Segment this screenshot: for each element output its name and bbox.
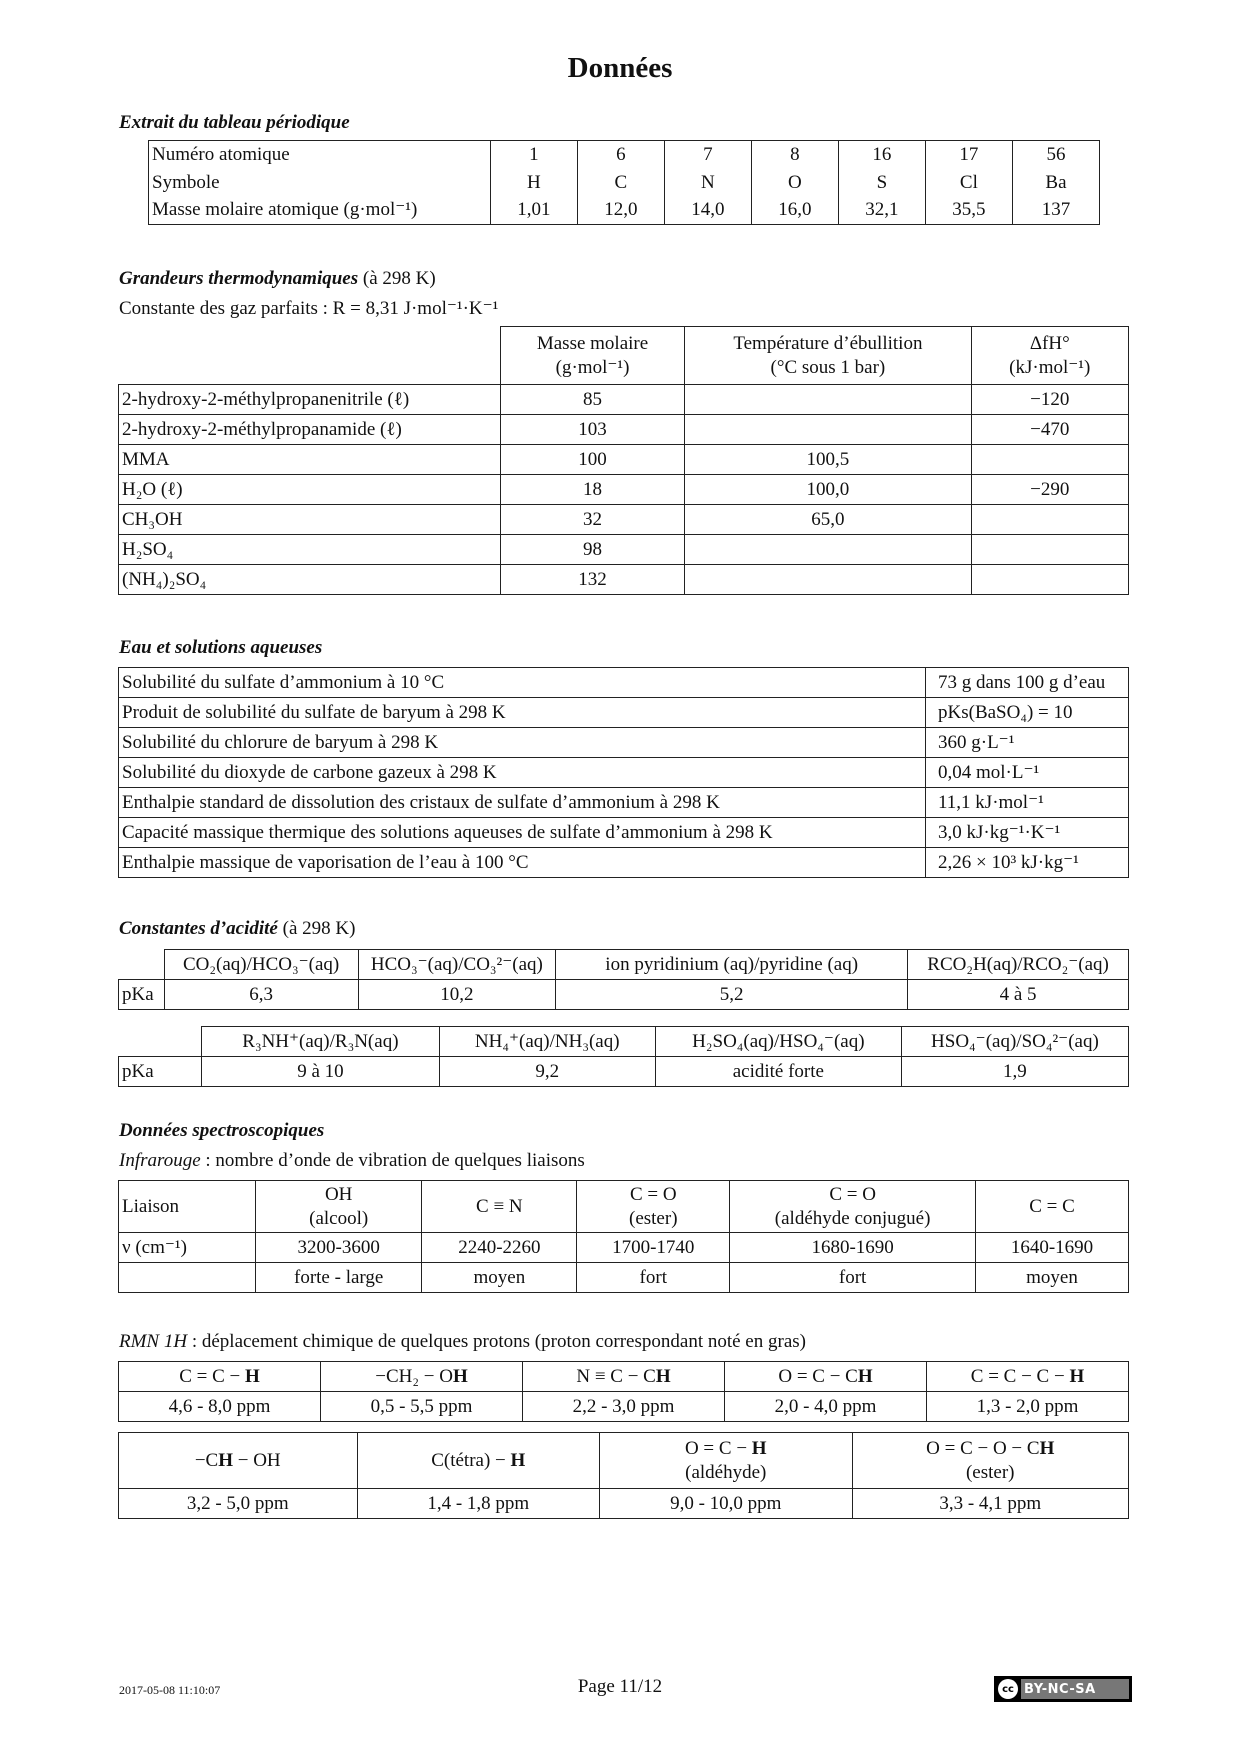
pka-value: 6,3 [164,980,358,1010]
license-badge[interactable] [994,1676,1132,1702]
thermo-species: 2-hydroxy-2-méthylpropanamide (ℓ) [119,415,501,445]
nmr-group-formula [122,1365,317,1389]
thermo-species: H₂O (ℓ) [119,475,501,505]
gas-constant: Constante des gaz parfaits : R = 8,31 J·mol⁻¹·K⁻¹ [119,298,499,319]
periodic-row-label: Symbole [152,171,220,193]
nmr-table-2 [118,1432,1129,1519]
thermo-corner-cell [119,327,501,385]
thermo-row [119,415,1129,445]
nmr-group-pre: O = C − C [778,1365,858,1387]
footer-date: 2017-05-08 11:10:07 [119,1683,221,1697]
nmr-group-pre: −CH₂ − O [375,1365,453,1387]
pka-label: pKa [119,1057,202,1087]
periodic-row [149,169,1100,197]
ir-bond-type: (aldéhyde conjugué) [774,1207,931,1229]
periodic-cell: 8 [751,141,838,169]
water-row [119,758,1129,788]
thermo-value [685,415,971,445]
nmr-group [119,1433,358,1489]
cc-icon: cc [998,1679,1018,1699]
acid-couple: HCO₃⁻(aq)/CO₃²⁻(aq) [358,950,556,980]
thermo-header-title: ΔfH° [1029,332,1070,354]
nmr-group-row [119,1362,1129,1392]
nmr-group-proton: H [218,1449,233,1471]
periodic-cell: O [751,169,838,197]
periodic-cell: Cl [925,169,1012,197]
periodic-cell: 1 [490,141,577,169]
nmr-group [523,1362,725,1392]
periodic-cell: H [490,169,577,197]
nmr-group [927,1362,1129,1392]
ir-bond-formula: C ≡ N [476,1195,523,1217]
acid-corner-cell [119,1027,202,1057]
thermo-value [685,385,971,415]
thermo-row [119,385,1129,415]
thermo-header-row [119,327,1129,385]
periodic-cell: Ba [1012,169,1099,197]
thermo-row [119,535,1129,565]
thermo-value [971,445,1128,475]
water-property: Produit de solubilité du sulfate de baryum à 298 K [119,698,926,728]
periodic-cell: 17 [925,141,1012,169]
periodic-table [148,140,1100,225]
thermo-species: 2-hydroxy-2-méthylpropanenitrile (ℓ) [119,385,501,415]
pka-value: acidité forte [655,1057,901,1087]
acid-table-2 [118,1026,1129,1087]
pka-value: 9,2 [439,1057,655,1087]
nmr-shift: 3,3 - 4,1 ppm [852,1489,1128,1519]
thermo-value: 103 [500,415,684,445]
ir-table [118,1180,1129,1293]
water-property: Enthalpie massique de vaporisation de l’eau à 100 °C [119,848,926,878]
ir-bond-formula: C = C [1029,1195,1075,1217]
ir-intensity-row [119,1263,1129,1293]
pka-value: 10,2 [358,980,556,1010]
periodic-cell: 137 [1012,197,1099,225]
thermo-value: 85 [500,385,684,415]
ir-bond [975,1181,1128,1233]
nmr-group-formula [526,1365,721,1389]
water-property: Enthalpie standard de dissolution des cristaux de sulfate d’ammonium à 298 K [119,788,926,818]
thermo-header-unit: (kJ·mol⁻¹) [1009,356,1091,378]
thermo-value [971,505,1128,535]
periodic-cell: C [577,169,664,197]
thermo-species: H₂SO₄ [119,535,501,565]
thermo-value [685,535,971,565]
water-value: pKs(BaSO₄) = 10 [926,698,1129,728]
periodic-cell: 35,5 [925,197,1012,225]
ir-range-row [119,1233,1129,1263]
nmr-group-formula [930,1365,1125,1389]
pka-value: 4 à 5 [908,980,1129,1010]
ir-intensity: forte - large [255,1263,422,1293]
nmr-shift: 2,0 - 4,0 ppm [725,1392,927,1422]
water-property: Solubilité du sulfate d’ammonium à 10 °C [119,668,926,698]
periodic-row-label: Numéro atomique [152,143,290,165]
acid-couple: R₃NH⁺(aq)/R₃N(aq) [202,1027,439,1057]
nmr-group [600,1433,853,1489]
periodic-row [149,197,1100,225]
nmr-group-post: − OH [233,1449,281,1471]
acid-couple: NH₄⁺(aq)/NH₃(aq) [439,1027,655,1057]
nmr-group-proton: H [857,1365,873,1387]
license-text: BY-NC-SA [1024,1681,1096,1697]
acid-corner-cell [119,950,165,980]
nmr-shift: 0,5 - 5,5 ppm [321,1392,523,1422]
nmr-group [725,1362,927,1392]
nmr-group-pre: N ≡ C − C [576,1365,656,1387]
nmr-group-pre: O = C − [684,1437,752,1459]
ir-bond [422,1181,577,1233]
periodic-cell: 16,0 [751,197,838,225]
thermo-table [118,326,1129,595]
pka-label: pKa [119,980,165,1010]
thermo-value: −470 [971,415,1128,445]
acid-couple-row [119,1027,1129,1057]
ir-bond [577,1181,730,1233]
ir-label: ν (cm⁻¹) [119,1233,256,1263]
thermo-header-unit: (°C sous 1 bar) [770,356,886,378]
nmr-shift: 1,3 - 2,0 ppm [927,1392,1129,1422]
acid-heading: Constantes d’acidité (à 298 K) [119,918,356,939]
pka-value: 1,9 [901,1057,1128,1087]
water-property: Solubilité du chlorure de baryum à 298 K [119,728,926,758]
water-value: 73 g dans 100 g d’eau [926,668,1129,698]
nmr-group-row [119,1433,1129,1489]
periodic-cell: 32,1 [838,197,925,225]
nmr-group-proton: H [751,1437,767,1459]
ir-range: 1640-1690 [975,1233,1128,1263]
nmr-shift-row [119,1489,1129,1519]
thermo-value [685,565,971,595]
water-row [119,818,1129,848]
water-row [119,728,1129,758]
periodic-cell: 6 [577,141,664,169]
nmr-group-formula [603,1437,849,1461]
water-value: 360 g·L⁻¹ [926,728,1129,758]
thermo-species: CH₃OH [119,505,501,535]
nmr-shift: 1,4 - 1,8 ppm [357,1489,600,1519]
thermo-value: 98 [500,535,684,565]
thermo-header-unit: (g·mol⁻¹) [555,356,630,378]
nmr-group [321,1362,523,1392]
thermo-value: 100,5 [685,445,971,475]
nmr-group [852,1433,1128,1489]
periodic-cell: S [838,169,925,197]
ir-label: Liaison [119,1181,256,1233]
periodic-row [149,141,1100,169]
spectro-heading: Données spectroscopiques [119,1120,325,1141]
thermo-value: −290 [971,475,1128,505]
thermo-value: 100,0 [685,475,971,505]
thermo-value [971,535,1128,565]
ir-range: 1700-1740 [577,1233,730,1263]
nmr-group-proton: H [510,1449,526,1471]
periodic-cell: 7 [664,141,751,169]
ir-intro: Infrarouge : nombre d’onde de vibration de quelques liaisons [119,1150,585,1171]
page-title: Données [567,52,673,84]
nmr-group-pre: O = C − O − C [926,1437,1040,1459]
nmr-group-proton: H [655,1365,671,1387]
nmr-intro: RMN 1H : déplacement chimique de quelques protons (proton correspondant noté en gras) [119,1331,806,1352]
periodic-cell: 12,0 [577,197,664,225]
nmr-table-1 [118,1361,1129,1422]
thermo-header [500,327,684,385]
ir-bond-formula: OH [324,1183,353,1205]
water-row [119,668,1129,698]
nmr-shift: 4,6 - 8,0 ppm [119,1392,321,1422]
periodic-cell: 16 [838,141,925,169]
periodic-heading: Extrait du tableau périodique [119,112,350,133]
nmr-group [357,1433,600,1489]
thermo-value: 32 [500,505,684,535]
periodic-cell: 1,01 [490,197,577,225]
acid-couple: RCO₂H(aq)/RCO₂⁻(aq) [908,950,1129,980]
water-value: 3,0 kJ·kg⁻¹·K⁻¹ [926,818,1129,848]
water-value: 2,26 × 10³ kJ·kg⁻¹ [926,848,1129,878]
acid-couple: H₂SO₄(aq)/HSO₄⁻(aq) [655,1027,901,1057]
thermo-value: 18 [500,475,684,505]
nmr-group-pre: C = C − [179,1365,245,1387]
periodic-cell: 14,0 [664,197,751,225]
thermo-row [119,445,1129,475]
thermo-species: (NH₄)₂SO₄ [119,565,501,595]
nmr-group-proton: H [452,1365,468,1387]
acid-pka-row [119,980,1129,1010]
ir-intensity: fort [577,1263,730,1293]
nmr-group-proton: H [1039,1437,1055,1459]
ir-bond-row [119,1181,1129,1233]
water-property: Solubilité du dioxyde de carbone gazeux à 298 K [119,758,926,788]
nmr-group-formula [122,1449,354,1473]
ir-bond-formula: C = O [829,1183,876,1205]
thermo-value: 132 [500,565,684,595]
ir-bond [255,1181,422,1233]
ir-bond-type: (ester) [629,1207,678,1229]
nmr-group-type: (ester) [965,1461,1015,1483]
water-heading: Eau et solutions aqueuses [119,637,323,658]
thermo-species: MMA [119,445,501,475]
ir-intensity: fort [730,1263,976,1293]
acid-couple: ion pyridinium (aq)/pyridine (aq) [556,950,908,980]
ir-range: 1680-1690 [730,1233,976,1263]
thermo-row [119,475,1129,505]
nmr-group-formula [361,1449,597,1473]
water-value: 0,04 mol·L⁻¹ [926,758,1129,788]
acid-couple: HSO₄⁻(aq)/SO₄²⁻(aq) [901,1027,1128,1057]
nmr-group-pre: C(tétra) − [431,1449,511,1471]
nmr-group-formula [856,1437,1125,1461]
water-value: 11,1 kJ·mol⁻¹ [926,788,1129,818]
nmr-group-pre: −C [194,1449,219,1471]
thermo-value [971,565,1128,595]
ir-range: 2240-2260 [422,1233,577,1263]
acid-couple-row [119,950,1129,980]
nmr-group-pre: C = C − C − [970,1365,1070,1387]
thermo-header [685,327,971,385]
ir-intensity: moyen [422,1263,577,1293]
page-number: Page 11/12 [577,1676,663,1697]
ir-intensity: moyen [975,1263,1128,1293]
thermo-row [119,505,1129,535]
thermo-heading: Grandeurs thermodynamiques (à 298 K) [119,268,436,289]
water-property: Capacité massique thermique des solutions aqueuses de sulfate d’ammonium à 298 K [119,818,926,848]
thermo-header-title: Température d’ébullition [733,332,923,354]
thermo-value: −120 [971,385,1128,415]
ir-range: 3200-3600 [255,1233,422,1263]
nmr-group-proton: H [245,1365,260,1387]
nmr-shift: 9,0 - 10,0 ppm [600,1489,853,1519]
ir-blank-cell [119,1263,256,1293]
nmr-shift: 3,2 - 5,0 ppm [119,1489,358,1519]
thermo-value: 65,0 [685,505,971,535]
thermo-header [971,327,1128,385]
nmr-group [119,1362,321,1392]
periodic-cell: N [664,169,751,197]
nmr-shift: 2,2 - 3,0 ppm [523,1392,725,1422]
periodic-row-label: Masse molaire atomique (g·mol⁻¹) [152,199,418,221]
water-table [118,667,1129,878]
periodic-cell: 56 [1012,141,1099,169]
water-row [119,788,1129,818]
thermo-header-title: Masse molaire [536,332,649,354]
nmr-group-type: (aldéhyde) [685,1461,767,1483]
acid-pka-row [119,1057,1129,1087]
ir-bond-formula: C = O [629,1183,677,1205]
nmr-group-proton: H [1069,1365,1085,1387]
water-row [119,698,1129,728]
nmr-group-formula [324,1365,519,1389]
water-row [119,848,1129,878]
nmr-group-formula [728,1365,923,1389]
pka-value: 9 à 10 [202,1057,439,1087]
nmr-shift-row [119,1392,1129,1422]
ir-bond-type: (alcool) [309,1207,369,1229]
acid-couple: CO₂(aq)/HCO₃⁻(aq) [164,950,358,980]
thermo-value: 100 [500,445,684,475]
pka-value: 5,2 [556,980,908,1010]
acid-table-1 [118,949,1129,1010]
thermo-row [119,565,1129,595]
ir-bond [730,1181,976,1233]
